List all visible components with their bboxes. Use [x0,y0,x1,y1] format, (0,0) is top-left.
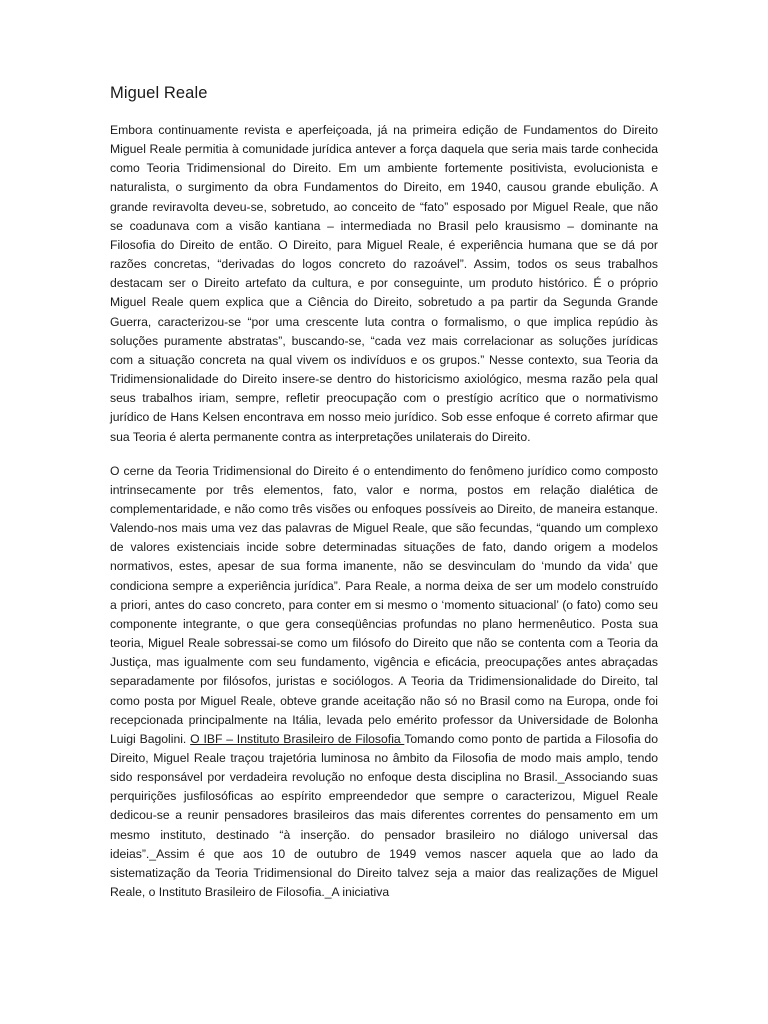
paragraph-2-text-a: O cerne da Teoria Tridimensional do Direito é o entendimento do fenômeno jurídico como composto intrinsecamente por três elementos, fato, valor e norma, postos em relação dialética de complementaridade, e não como três visões ou enfoques possíveis ao Direito, de maneira estanque. Valendo-nos mais uma vez das palavras de Miguel Reale, que são fecundas, “quando um complexo de valores existenciais incide sobre determinadas situações de fato, dando origem a modelos normativos, estes, apesar de sua forma imanente, não se desvinculam do ‘mundo da vida’ que condiciona sempre a experiência jurídica”. Para Reale, a norma deixa de ser um modelo construído a priori, antes do caso concreto, para conter em si mesmo o ‘momento situacional’ (o fato) como seu componente integrante, o que gera conseqüências profundas no plano hermenêutico. Posta sua teoria, Miguel Reale sobressai-se como um filósofo do Direito que não se contenta com a Teoria da Justiça, mas igualmente com seu fundamento, vigência e eficácia, preocupações antes abraçadas separadamente por filósofos, juristas e sociólogos. A Teoria da Tridimensionalidade do Direito, tal como posta por Miguel Reale, obteve grande aceitação não só no Brasil como na Europa, onde foi recepcionada principalmente na Itália, levada pelo emérito professor da Universidade de Bolonha Luigi Bagolini. [110,463,658,746]
document-page [110,84,658,917]
paragraph-2 [110,462,658,903]
paragraph-2-text-b: Tomando como ponto de partida a Filosofia do Direito, Miguel Reale traçou trajetória luminosa no âmbito da Filosofia de modo mais amplo, tendo sido responsável por verdadeira revolução no enfoque desta disciplina no Brasil._Associando suas perquirições jusfilosóficas ao espírito empreendedor que sempre o caracterizou, Miguel Reale dedicou-se a reunir pensadores brasileiros das mais diferentes correntes do pensamento em um mesmo instituto, destinado “à inserção. do pensador brasileiro no diálogo universal das ideias”._Assim é que aos 10 de outubro de 1949 vemos nascer aquela que ao lado da sistematização da Teoria Tridimensional do Direito talvez seja a maior das realizações de Miguel Reale, o Instituto Brasileiro de Filosofia._A iniciativa [110,731,658,900]
paragraph-1: Embora continuamente revista e aperfeiçoada, já na primeira edição de Fundamentos do Direito Miguel Reale permitia à comunidade jurídica antever a força daquela que seria mais tarde conhecida como Teoria Tridimensional do Direito. Em um ambiente fortemente positivista, evolucionista e naturalista, o surgimento da obra Fundamentos do Direito, em 1940, causou grande ebulição. A grande reviravolta deveu-se, sobretudo, ao conceito de “fato” esposado por Miguel Reale, que não se coadunava com a visão kantiana – intermediada no Brasil pelo krausismo – dominante na Filosofia do Direito de então. O Direito, para Miguel Reale, é experiência humana que se dá por razões concretas, “derivadas do logos concreto do razoável”. Assim, todos os seus trabalhos destacam ser o Direito artefato da cultura, e por conseguinte, um produto histórico. É o próprio Miguel Reale quem explica que a Ciência do Direito, sobretudo a pa partir da Segunda Grande Guerra, caracterizou-se “por uma crescente luta contra o formalismo, o que implica repúdio às soluções puramente abstratas”, buscando-se, “cada vez mais correlacionar as soluções jurídicas com a situação concreta na qual vivem os indivíduos e os grupos.” Nesse contexto, sua Teoria da Tridimensionalidade do Direito insere-se dentro do historicismo axiológico, mesma razão pela qual seus trabalhos iriam, sempre, refletir preocupação com o prestígio acrítico que o normativismo jurídico de Hans Kelsen encontrava em nosso meio jurídico. Sob esse enfoque é correto afirmar que sua Teoria é alerta permanente contra as interpretações unilaterais do Direito. [110,123,658,444]
document-title: Miguel Reale [110,84,208,102]
ibf-section-heading: O IBF – Instituto Brasileiro de Filosofia [190,731,405,746]
